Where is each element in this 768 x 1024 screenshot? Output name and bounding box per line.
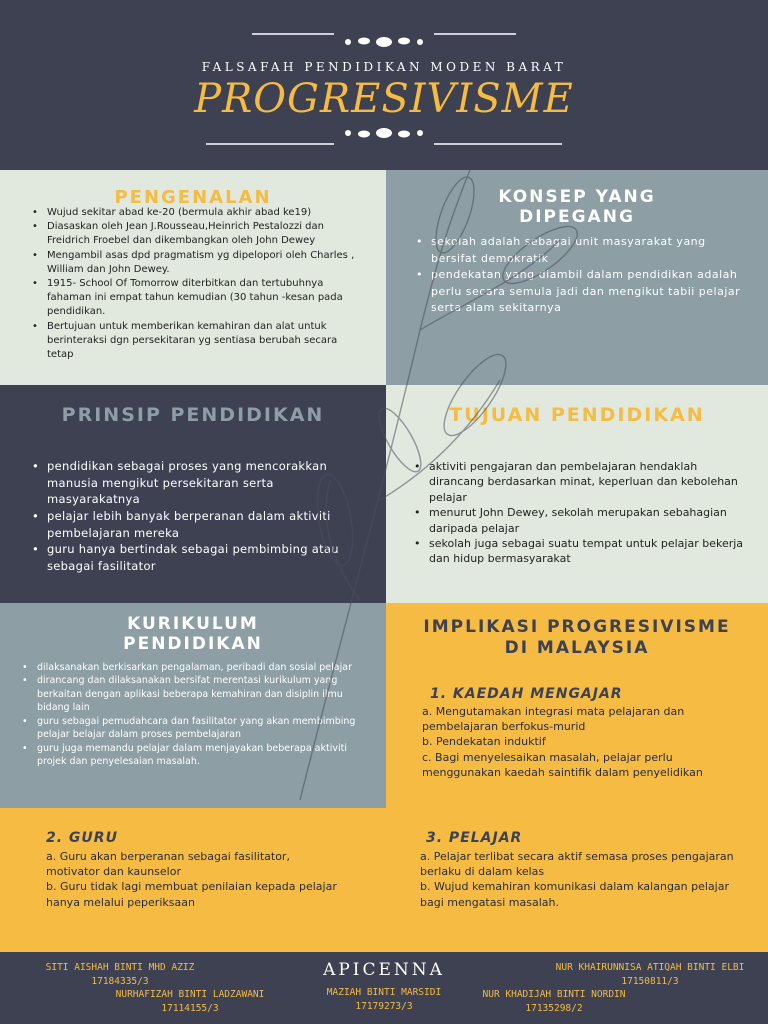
header-subtitle: FALSAFAH PENDIDIKAN MODEN BARAT bbox=[201, 60, 567, 74]
page-title: PROGRESIVISME bbox=[194, 76, 574, 122]
prinsip-list bbox=[30, 458, 360, 575]
member-4 bbox=[464, 988, 644, 1017]
member-id: 17184335/3 bbox=[91, 976, 149, 988]
pelajar-title: 3. PELAJAR bbox=[426, 830, 523, 846]
prinsip-section bbox=[0, 385, 386, 603]
list-item: • guru hanya bertindak sebagai pembimbing atau sebagai fasilitator bbox=[30, 541, 360, 574]
list-item: • guru juga memandu pelajar dalam menjayakan beberapa aktiviti projek dan penyelesaian masalah. bbox=[20, 742, 378, 769]
pengenalan-heading: PENGENALAN bbox=[114, 187, 272, 208]
member-1 bbox=[20, 961, 220, 990]
list-item: • dirancang dan dilaksanakan bersifat merentasi kurikulum yang berkaitan dengan aplikasi beberapa kemahiran dan disiplin ilmu bidang lain bbox=[20, 674, 378, 714]
konsep-section bbox=[386, 170, 768, 385]
list-item: a. Mengutamakan integrasi mata pelajaran dan pembelajaran berfokus-murid bbox=[422, 705, 685, 734]
kurikulum-heading: KURIKULUM PENDIDIKAN bbox=[123, 614, 263, 654]
pelajar-list bbox=[420, 849, 740, 910]
member-name: NUR KHAIRUNNISA ATIQAH BINTI ELBI bbox=[555, 962, 745, 973]
member-name: NUR KHADIJAH BINTI NORDIN bbox=[482, 989, 626, 1000]
member-3 bbox=[294, 986, 474, 1015]
tujuan-heading: TUJUAN PENDIDIKAN bbox=[449, 404, 705, 426]
member-id: 17179273/3 bbox=[355, 1001, 413, 1013]
list-item: • Mengambil asas dpd pragmatism yg dipelopori oleh Charles , William dan John Dewey. bbox=[30, 249, 366, 277]
konsep-list bbox=[414, 234, 748, 317]
list-item: c. Bagi menyelesaikan masalah, pelajar perlu menggunakan kaedah saintifik dalam penyelidikan bbox=[422, 750, 703, 779]
tujuan-section bbox=[386, 385, 768, 603]
list-item: • pendidikan sebagai proses yang mencorakkan manusia mengikut persekitaran serta masyarakatnya bbox=[30, 458, 360, 508]
top-flourish-icon bbox=[0, 28, 768, 52]
implikasi-section bbox=[386, 603, 768, 808]
guru-list bbox=[46, 849, 346, 910]
member-name: SITI AISHAH BINTI MHD AZIZ bbox=[45, 962, 195, 973]
list-item: a. Pelajar terlibat secara aktif semasa proses pengajaran berlaku di dalam kelas bbox=[420, 850, 734, 879]
member-id: 17150811/3 bbox=[621, 976, 679, 988]
member-name: MAZIAH BINTI MARSIDI bbox=[326, 987, 442, 998]
list-item: • Bertujuan untuk memberikan kemahiran dan alat untuk berinteraksi dgn persekitaran yg sentiasa berubah secara tetap bbox=[30, 320, 366, 363]
list-item: • 1915- School Of Tomorrow diterbitkan dan tertubuhnya fahaman ini empat tahun kemudian (30 tahun -kesan pada pendidikan. bbox=[30, 277, 366, 320]
konsep-heading: KONSEP YANG DIPEGANG bbox=[498, 187, 656, 227]
kurikulum-section bbox=[0, 603, 386, 808]
member-2 bbox=[90, 988, 290, 1017]
list-item: b. Guru tidak lagi membuat penilaian kepada pelajar hanya melalui peperiksaan bbox=[46, 880, 337, 909]
list-item: • guru sebagai pemudahcara dan fasilitator yang akan membimbing pelajar belajar dalam proses pembelajaran bbox=[20, 715, 378, 742]
list-item: • dilaksanakan berkisarkan pengalaman, peribadi dan sosial pelajar bbox=[20, 661, 378, 674]
member-name: NURHAFIZAH BINTI LADZAWANI bbox=[115, 989, 265, 1000]
bottom-flourish-icon bbox=[0, 122, 768, 146]
list-item: • Wujud sekitar abad ke-20 (bermula akhir abad ke19) bbox=[30, 206, 366, 220]
list-item: • aktiviti pengajaran dan pembelajaran hendaklah dirancang berdasarkan minat, keperluan dan kebolehan pelajar bbox=[412, 459, 752, 505]
list-item: • sekolah juga sebagai suatu tempat untuk pelajar bekerja dan hidup bermasyarakat bbox=[412, 536, 752, 567]
implikasi-heading: IMPLIKASI PROGRESIVISME DI MALAYSIA bbox=[423, 617, 731, 659]
implikasi-bottom-section bbox=[0, 808, 768, 952]
kurikulum-list bbox=[20, 661, 378, 769]
pengenalan-section bbox=[0, 170, 386, 385]
list-item: • menurut John Dewey, sekolah merupakan sebahagian daripada pelajar bbox=[412, 505, 752, 536]
list-item: • pelajar lebih banyak berperanan dalam aktiviti pembelajaran mereka bbox=[30, 508, 360, 541]
header bbox=[0, 0, 768, 170]
list-item: b. Pendekatan induktif bbox=[422, 735, 546, 749]
guru-title: 2. GURU bbox=[46, 830, 118, 846]
group-name: APICENNA bbox=[323, 960, 445, 980]
list-item: • pendekatan yang diambil dalam pendidikan adalah perlu secara semula jadi dan mengikut tabii pelajar serta alam sekitarnya bbox=[414, 267, 748, 317]
list-item: b. Wujud kemahiran komunikasi dalam kalangan pelajar bagi mengatasi masalah. bbox=[420, 880, 729, 909]
prinsip-heading: PRINSIP PENDIDIKAN bbox=[61, 404, 325, 426]
tujuan-list bbox=[412, 459, 752, 567]
list-item: • sekolah adalah sebagai unit masyarakat yang bersifat demokratik bbox=[414, 234, 748, 267]
list-item: • Diasaskan oleh Jean J.Rousseau,Heinrich Pestalozzi dan Freidrich Froebel dan dikembangkan oleh John Dewey bbox=[30, 220, 366, 248]
kaedah-list bbox=[422, 704, 752, 780]
kaedah-title: 1. KAEDAH MENGAJAR bbox=[430, 686, 623, 702]
footer bbox=[0, 952, 768, 1024]
member-id: 17135298/2 bbox=[525, 1003, 583, 1015]
member-5 bbox=[540, 961, 760, 990]
member-id: 17114155/3 bbox=[161, 1003, 219, 1015]
list-item: a. Guru akan berperanan sebagai fasilitator, motivator dan kaunselor bbox=[46, 850, 290, 879]
pengenalan-list bbox=[30, 206, 366, 362]
